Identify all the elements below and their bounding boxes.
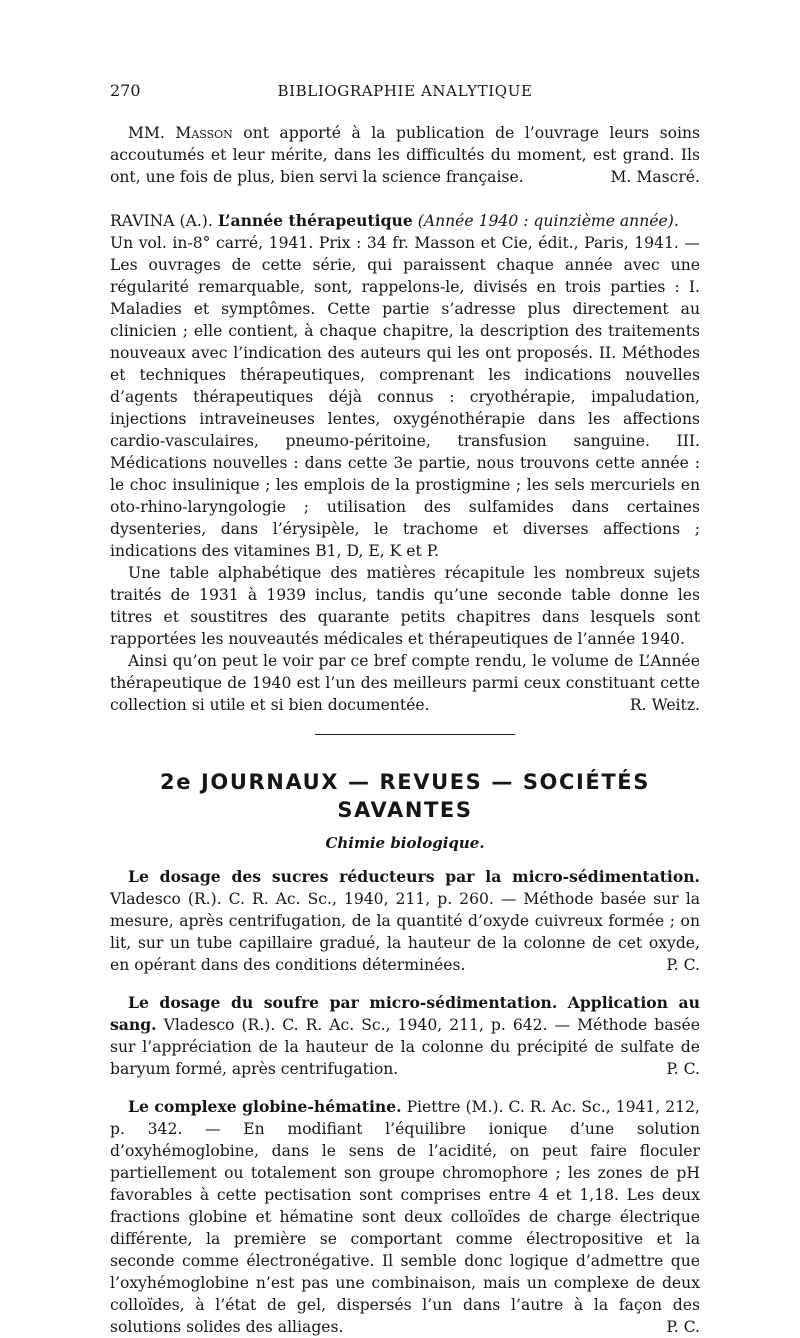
article-3-text: Piettre (M.). C. R. Ac. Sc., 1941, 212, p. 342. — En modifiant l’équilibre ionique d’une solution d’oxyhémoglobine, dans le sens de l’acidité, on peut faire floculer partiellement ou totalement son groupe chromophore ; les zones de pH favorables à cette pectisation sont comprises entre 4 et 1,18. Les deux fractions globine et hématine sont deux colloïdes de charge électrique différente, la première se comportant comme électropositive et la seconde comme électronégative. Il semble donc logique d’admettre que l’oxyhémoglobine n’est pas une combinaison, mais un complexe de deux colloïdes, à l’état de gel, dispersés l’un dans l’autre à la façon des solutions solides des alliages. [110, 1098, 700, 1336]
article-2 [110, 992, 700, 1080]
review-author: RAVINA (A.). [110, 212, 213, 230]
section-divider [110, 716, 700, 756]
running-title: BIBLIOGRAPHIE ANALYTIQUE [277, 82, 533, 100]
intro-text: ont apporté à la publication de l’ouvrage leurs soins accoutumés et leur mérite, dans les difficultés du moment, est grand. Ils ont, une fois de plus, bien servi la science française. [110, 124, 700, 186]
article-2-title: Le dosage du soufre par micro-sédimentation. Application au sang. [110, 993, 700, 1034]
page-body [110, 122, 700, 1338]
article-3 [110, 1096, 700, 1338]
review-heading [110, 210, 700, 232]
review-paragraph-3-text: Ainsi qu’on peut le voir par ce bref compte rendu, le volume de L’Année thérapeutique de 1940 est l’un des meilleurs parmi ceux constituant cette collection si utile et si bien documentée. [110, 652, 700, 714]
review-title: L’année thérapeutique [217, 211, 413, 230]
article-1-text: Vladesco (R.). C. R. Ac. Sc., 1940, 211, p. 260. — Méthode basée sur la mesure, après centrifugation, de la quantité d’oxyde cuivreux formée ; on lit, sur un tube capillaire gradué, la hauteur de la colonne de cet oxyde, en opérant dans des conditions déterminées. [110, 890, 700, 974]
review-paragraph-1: Un vol. in-8° carré, 1941. Prix : 34 fr. Masson et Cie, édit., Paris, 1941. — Les ouvrages de cette série, qui paraissent chaque année avec une régularité remarquable, sont, rappelons-le, divisés en trois parties : I. Maladies et symptômes. Cette partie s’adresse plus directement au clinicien ; elle contient, à chaque chapitre, la description des traitements nouveaux avec l’indication des auteurs qui les ont proposés. II. Méthodes et techniques thérapeutiques, comprenant les indications nouvelles d’agents thérapeutiques déjà connus : cryothérapie, impaludation, injections intraveineuses lentes, oxygénothérapie dans les affections cardio-vasculaires, pneumo-péritoine, transfusion sanguine. III. Médications nouvelles : dans cette 3e partie, nous trouvons cette année : le choc insulinique ; les emplois de la prostigmine ; les sels mercuriels en oto-rhino-laryngologie ; utilisation des sulfamides dans certaines dysenteries, dans l’érysipèle, le trachome et diverses affections ; indications des vitamines B1, D, E, K et P. [110, 234, 700, 560]
section-subheading: Chimie biologique. [325, 834, 485, 852]
intro-paragraph [110, 122, 700, 188]
intro-signature: M. Mascré. [610, 168, 700, 186]
page-header [110, 80, 700, 102]
article-1-signature: P. C. [666, 956, 700, 974]
article-1 [110, 866, 700, 976]
page-number: 270 [110, 81, 141, 100]
article-3-title: Le complexe globine-hématine. [128, 1097, 402, 1116]
article-3-signature: P. C. [666, 1318, 700, 1336]
section-heading: 2e JOURNAUX — REVUES — SOCIÉTÉS SAVANTES [160, 770, 650, 822]
article-2-text: Vladesco (R.). C. R. Ac. Sc., 1940, 211, p. 642. — Méthode basée sur l’appréciation de la hauteur de la colonne du précipité de sulfate de baryum formé, après centrifugation. [110, 1016, 700, 1078]
review-paragraph-3 [110, 650, 700, 716]
article-2-signature: P. C. [666, 1060, 700, 1078]
article-1-title: Le dosage des sucres réducteurs par la micro-sédimentation. [128, 867, 700, 886]
review-paragraph-2: Une table alphabétique des matières récapitule les nombreux sujets traités de 1931 à 1939 inclus, tandis qu’une seconde table donne les titres et soustitres des quarante petits chapitres dans lesquels sont rapportées les nouveautés médicales et thérapeutiques de l’année 1940. [110, 564, 700, 648]
review-subtitle: (Année 1940 : quinzième année). [417, 212, 679, 230]
intro-lead: MM. [128, 124, 165, 142]
review-signature: R. Weitz. [629, 696, 700, 714]
intro-author: Masson [175, 124, 233, 142]
